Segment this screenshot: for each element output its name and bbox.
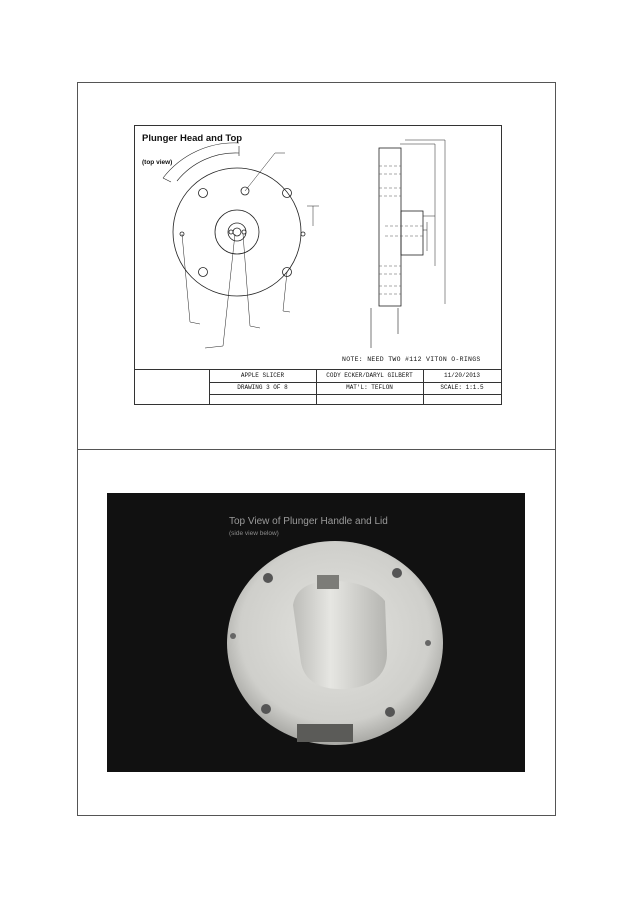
scale: SCALE: 1:1.5: [440, 384, 484, 391]
drawing-title: Plunger Head and Top: [142, 133, 243, 144]
title-block: [135, 369, 501, 405]
small-hole: [301, 232, 305, 236]
drawing-number: DRAWING 3 OF 8: [237, 384, 288, 391]
photo-subtitle: (side view below): [229, 530, 279, 537]
small-hole: [242, 230, 246, 234]
bolt-hole: [199, 268, 208, 277]
plunger-head-outline: [173, 168, 301, 296]
handle: [293, 581, 387, 689]
photo-slide: [107, 493, 525, 772]
project-name: APPLE SLICER: [240, 372, 285, 379]
date: 11/20/2013: [443, 372, 480, 379]
bolt-circle-ring: [215, 210, 259, 254]
small-hole: [229, 230, 233, 234]
side-view-body: [379, 148, 401, 306]
photo-title: Top View of Plunger Handle and Lid: [229, 516, 388, 527]
drawing-subtitle: (top view): [142, 159, 173, 166]
slide-divider: [77, 449, 556, 450]
plunger-photo: [107, 493, 525, 772]
authors: CODY ECKER/DARYL GILBERT: [326, 372, 413, 379]
center-hole: [233, 228, 241, 236]
bolt-hole: [199, 189, 208, 198]
technical-drawing: [135, 126, 501, 369]
bolt-hole: [283, 189, 292, 198]
side-view-shaft: [401, 211, 423, 255]
label-tag: [297, 724, 353, 742]
drawing-note: NOTE: NEED TWO #112 VITON O-RINGS: [342, 356, 481, 363]
drawing-slide: [134, 125, 502, 405]
material: MAT'L: TEFLON: [346, 384, 393, 391]
